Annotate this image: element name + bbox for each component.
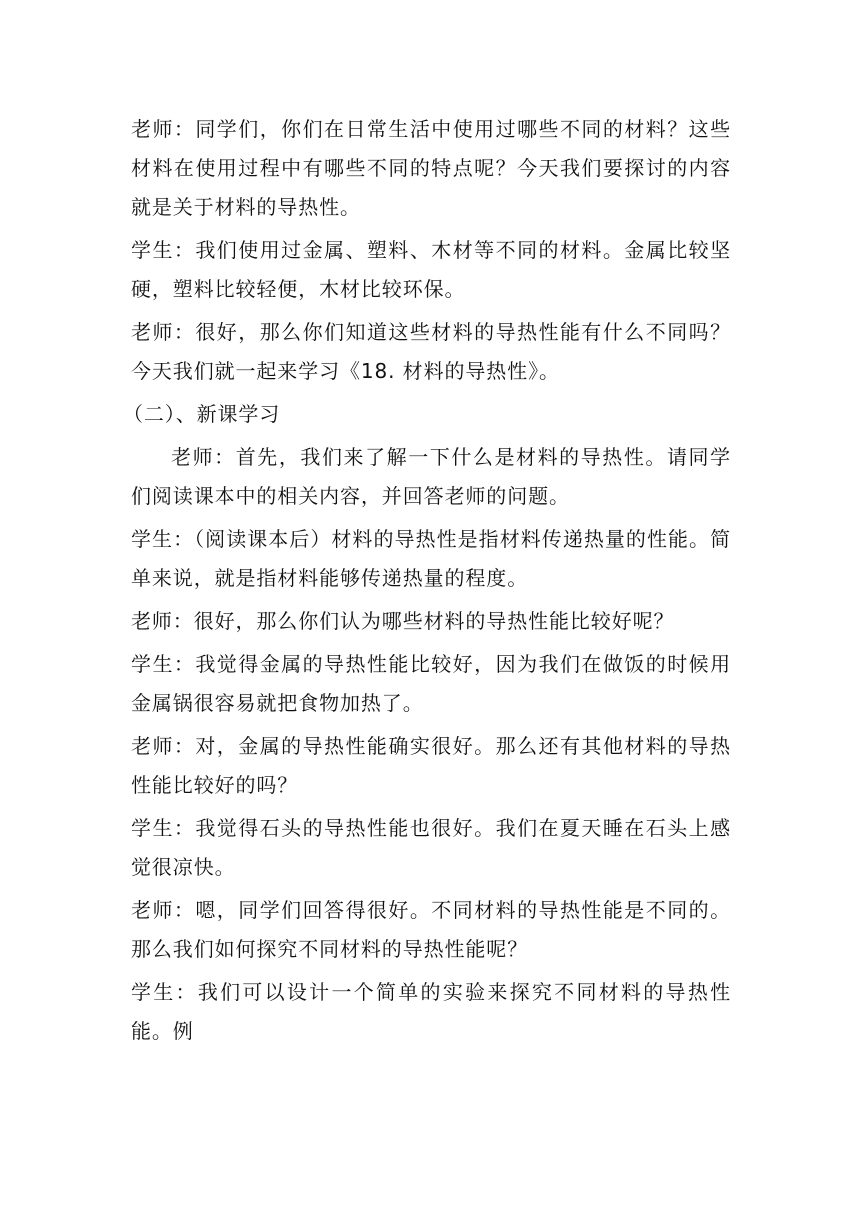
paragraph-teacher-topic: 老师：很好，那么你们知道这些材料的导热性能有什么不同吗？今天我们就一起来学习《18. 材料的导热性》。 xyxy=(131,320,731,383)
paragraph-teacher-intro: 老师：同学们，你们在日常生活中使用过哪些不同的材料？这些材料在使用过程中有哪些不同的特点呢？今天我们要探讨的内容就是关于材料的导热性。 xyxy=(131,117,731,219)
paragraph-student-materials: 学生：我们使用过金属、塑料、木材等不同的材料。金属比较坚硬，塑料比较轻便，木材比较环保。 xyxy=(131,238,731,301)
section-heading-new-lesson: （二）、新课学习 xyxy=(123,402,281,426)
paragraph-student-metal: 学生：我觉得金属的导热性能比较好，因为我们在做饭的时候用金属锅很容易就把食物加热了。 xyxy=(131,652,731,715)
paragraph-teacher-reading: 老师：首先，我们来了解一下什么是材料的导热性。请同学们阅读课本中的相关内容，并回答老师的问题。 xyxy=(131,445,731,508)
paragraph-teacher-explore: 老师：嗯，同学们回答得很好。不同材料的导热性能是不同的。那么我们如何探究不同材料的导热性能呢？ xyxy=(131,898,731,961)
paragraph-student-stone: 学生：我觉得石头的导热性能也很好。我们在夏天睡在石头上感觉很凉快。 xyxy=(131,816,731,879)
paragraph-student-experiment: 学生：我们可以设计一个简单的实验来探究不同材料的导热性能。例 xyxy=(131,980,731,1043)
document-body xyxy=(123,110,731,1051)
paragraph-teacher-question: 老师：很好，那么你们认为哪些材料的导热性能比较好呢？ xyxy=(131,609,675,633)
paragraph-teacher-other-materials: 老师：对，金属的导热性能确实很好。那么还有其他材料的导热性能比较好的吗？ xyxy=(131,734,731,797)
paragraph-student-definition: 学生：（阅读课本后）材料的导热性是指材料传递热量的性能。简单来说，就是指材料能够传递热量的程度。 xyxy=(131,527,731,590)
